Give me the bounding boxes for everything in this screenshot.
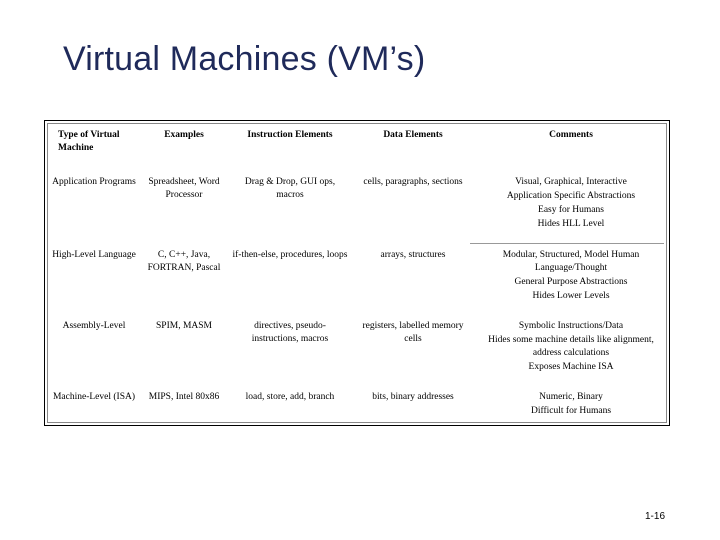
cell-comments — [474, 171, 668, 244]
cell-instruction: directives, pseudo-instructions, macros — [251, 321, 329, 344]
cell-examples: Spreadsheet, Word Processor — [148, 177, 220, 200]
table-row — [48, 315, 668, 386]
cell-data: cells, paragraphs, sections — [363, 177, 463, 187]
page-number: 1-16 — [644, 511, 665, 522]
comment-line: Difficult for Humans — [530, 406, 612, 416]
table-row — [48, 171, 668, 244]
cell-type: High-Level Language — [52, 250, 136, 260]
comment-line: Hides some machine details like alignment, address calculations — [488, 335, 654, 358]
cell-instruction: Drag & Drop, GUI ops, macros — [244, 177, 336, 200]
comment-line: Numeric, Binary — [539, 392, 603, 402]
cell-data: arrays, structures — [380, 250, 446, 260]
cell-comments — [474, 244, 668, 315]
comment-line: Symbolic Instructions/Data — [518, 321, 624, 331]
cell-data: bits, binary addresses — [372, 392, 454, 402]
comment-line: Modular, Structured, Model Human Language/Thought — [502, 250, 640, 273]
slide-title: Virtual Machines (VM’s) — [63, 40, 426, 78]
comment-line: General Purpose Abstractions — [514, 277, 628, 287]
header-examples: Examples — [164, 130, 204, 140]
comment-line: Visual, Graphical, Interactive — [515, 177, 627, 187]
cell-examples: C, C++, Java, FORTRAN, Pascal — [147, 250, 221, 273]
comment-line: Exposes Machine ISA — [528, 362, 614, 372]
table-row — [48, 244, 668, 315]
cell-examples: MIPS, Intel 80x86 — [148, 392, 220, 402]
header-comments: Comments — [549, 130, 593, 140]
table-header-row — [48, 124, 668, 171]
comment-divider — [470, 243, 664, 244]
header-type: Type of Virtual Machine — [58, 130, 120, 153]
header-data-elements: Data Elements — [383, 130, 443, 140]
comment-line: Hides Lower Levels — [532, 291, 610, 301]
comment-line: Easy for Humans — [538, 205, 604, 215]
header-instruction-elements: Instruction Elements — [247, 130, 333, 140]
cell-comments — [474, 386, 668, 424]
vm-table-grid — [48, 124, 668, 424]
table-row — [48, 386, 668, 424]
cell-comments — [474, 315, 668, 386]
cell-instruction: if-then-else, procedures, loops — [232, 250, 348, 260]
cell-type: Machine-Level (ISA) — [52, 392, 136, 402]
vm-comparison-table — [44, 120, 670, 426]
cell-data: registers, labelled memory cells — [362, 321, 464, 344]
cell-instruction: load, store, add, branch — [245, 392, 335, 402]
cell-type: Assembly-Level — [62, 321, 126, 331]
cell-type: Application Programs — [52, 177, 136, 187]
cell-examples: SPIM, MASM — [156, 321, 212, 331]
comment-line: Application Specific Abstractions — [506, 191, 636, 201]
comment-line: Hides HLL Level — [537, 219, 605, 229]
